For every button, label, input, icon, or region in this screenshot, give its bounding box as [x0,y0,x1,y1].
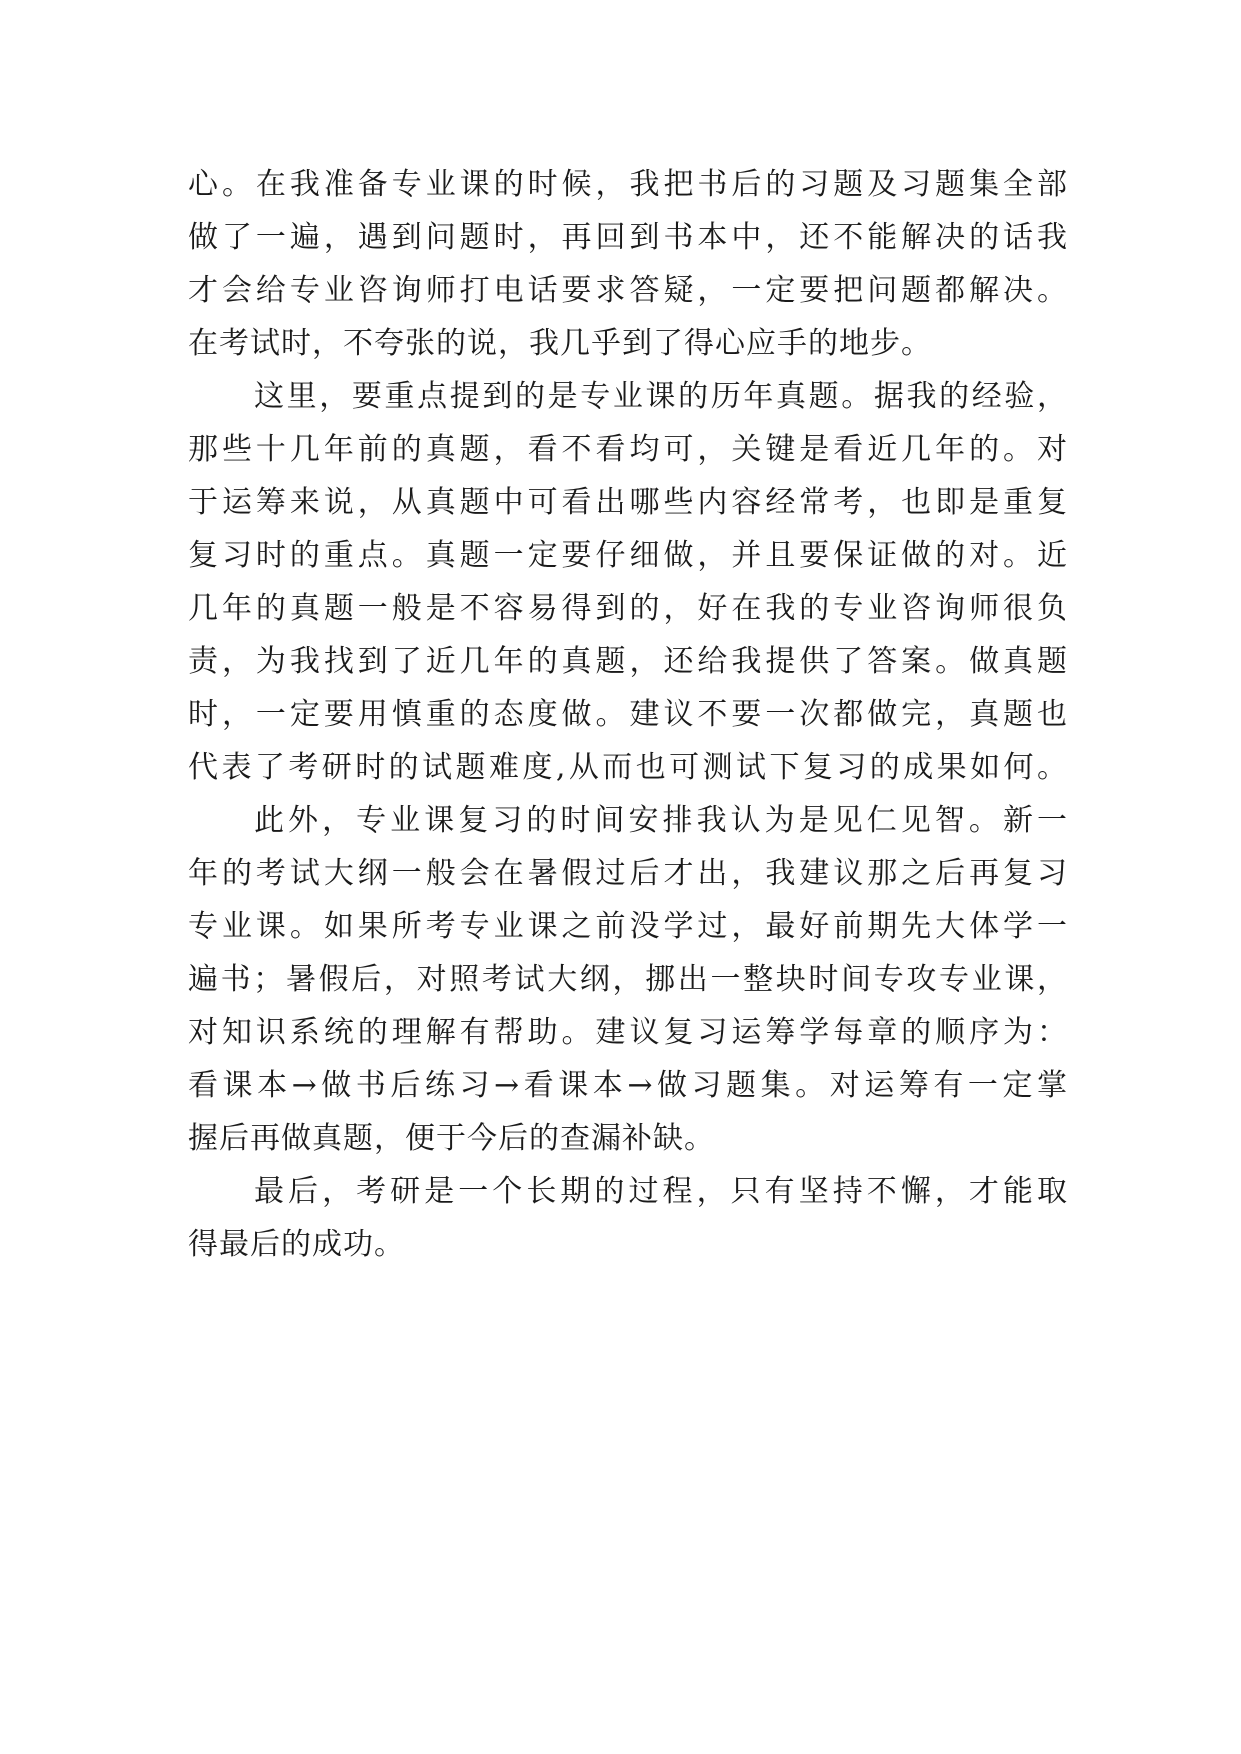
text-line: 复习时的重点。真题一定要仔细做，并且要保证做的对。近 [188,538,1068,573]
text-line: 才会给专业咨询师打电话要求答疑，一定要把问题都解决。 [188,273,1068,308]
text-line: 几年的真题一般是不容易得到的，好在我的专业咨询师很负 [188,591,1068,626]
paragraph-first-line: 这里，要重点提到的是专业课的历年真题。据我的经验， [254,379,1068,414]
text-line: 看课本→做书后练习→看课本→做习题集。对运筹有一定掌 [188,1068,1068,1103]
text-line: 遍书；暑假后，对照考试大纲，挪出一整块时间专攻专业课， [188,962,1068,997]
text-line: 在考试时，不夸张的说，我几乎到了得心应手的地步。 [188,326,932,361]
text-line: 握后再做真题，便于今后的查漏补缺。 [188,1121,715,1156]
text-line: 专业课。如果所考专业课之前没学过，最好前期先大体学一 [188,909,1068,944]
text-line: 心。在我准备专业课的时候，我把书后的习题及习题集全部 [188,167,1068,202]
text-line: 代表了考研时的试题难度,从而也可测试下复习的成果如何。 [188,750,1068,785]
text-line: 得最后的成功。 [188,1227,405,1262]
text-line: 年的考试大纲一般会在暑假过后才出，我建议那之后再复习 [188,856,1068,891]
paragraph-first-line: 最后，考研是一个长期的过程，只有坚持不懈，才能取 [254,1174,1068,1209]
document-body [188,158,1068,1271]
paragraph-first-line: 此外，专业课复习的时间安排我认为是见仁见智。新一 [254,803,1068,838]
text-line: 时，一定要用慎重的态度做。建议不要一次都做完，真题也 [188,697,1068,732]
text-line: 于运筹来说，从真题中可看出哪些内容经常考，也即是重复 [188,485,1068,520]
text-line: 做了一遍，遇到问题时，再回到书本中，还不能解决的话我 [188,220,1068,255]
text-line: 责，为我找到了近几年的真题，还给我提供了答案。做真题 [188,644,1068,679]
text-line: 对知识系统的理解有帮助。建议复习运筹学每章的顺序为： [188,1015,1068,1050]
text-line: 那些十几年前的真题，看不看均可，关键是看近几年的。对 [188,432,1068,467]
